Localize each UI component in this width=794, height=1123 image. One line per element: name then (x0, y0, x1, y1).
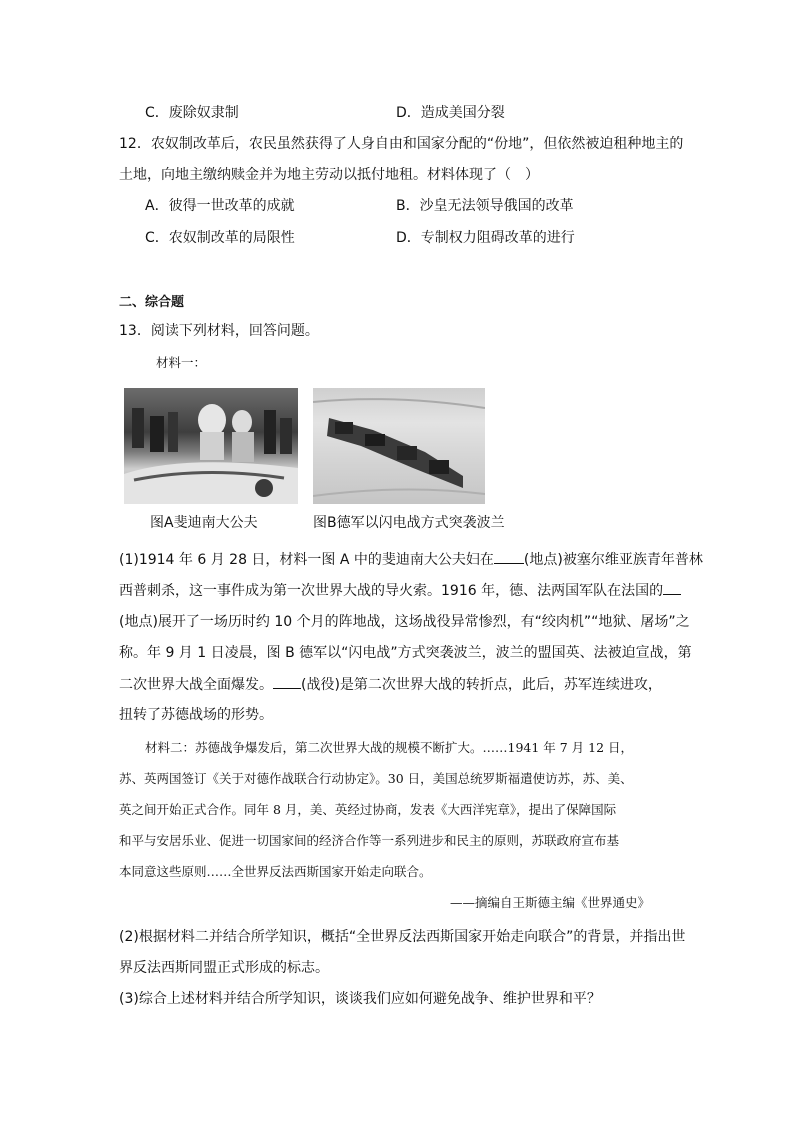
q12-option-c: C．农奴制改革的局限性 (145, 230, 295, 246)
q13-part1-line5-a: 二次世界大战全面爆发。 (119, 677, 273, 693)
q13-part1-line4: 称。年 9 月 1 日凌晨，图 B 德军以“闪电战”方式突袭波兰，波兰的盟国英、法被迫宣战，第 (119, 645, 692, 661)
q13-part2-line1: (2)根据材料二并结合所学知识，概括“全世界反法西斯国家开始走向联合”的背景，并指出世 (119, 929, 686, 945)
q12-option-a: A．彼得一世改革的成就 (145, 198, 295, 214)
q13-part1-line3: (地点)展开了一场历时约 10 个月的阵地战，这场战役异常惨烈，有“绞肉机”“地狱、屠场”之 (119, 614, 690, 630)
q12-stem-line1: 12．农奴制改革后，农民虽然获得了人身自由和国家分配的“份地”，但依然被迫租种地主的 (119, 136, 684, 152)
answer-blank-1[interactable] (494, 549, 524, 564)
material2-line1: 材料二：苏德战争爆发后，第二次世界大战的规模不断扩大。……1941 年 7 月 12 日， (145, 740, 634, 755)
caption-photo-b: 图B德军以闪电战方式突袭波兰 (313, 515, 505, 531)
q13-part1-line6: 扭转了苏德战场的形势。 (119, 707, 273, 723)
q13-part1-line1 (119, 549, 703, 570)
material2-line5: 本同意这些原则……全世界反法西斯国家开始走向联合。 (119, 864, 432, 879)
q13-part1-line1-a: (1)1914 年 6 月 28 日，材料一图 A 中的斐迪南大公夫妇在 (119, 552, 494, 568)
q13-part1-line5-b: (战役)是第二次世界大战的转折点，此后，苏军连续进攻， (301, 677, 662, 693)
q13-part1-line2-a: 西普刺杀，这一事件成为第一次世界大战的导火索。1916 年，德、法两国军队在法国的 (119, 583, 664, 599)
q12-stem-line2: 土地，向地主缴纳赎金并为地主劳动以抵付地租。材料体现了（ ） (119, 167, 539, 183)
photo-archduke-franz-ferdinand (124, 388, 298, 504)
q13-part3: (3)综合上述材料并结合所学知识，谈谈我们应如何避免战争、维护世界和平？ (119, 991, 601, 1007)
q13-part1-line1-b: (地点)被塞尔维亚族青年普林 (523, 552, 703, 568)
q12-option-b: B．沙皇无法领导俄国的改革 (396, 198, 574, 214)
answer-blank-2[interactable] (663, 580, 681, 595)
q13-part1-line2 (119, 580, 681, 601)
q12-option-d: D．专制权力阻碍改革的进行 (396, 230, 575, 246)
caption-photo-a: 图A斐迪南大公夫 (150, 515, 258, 531)
photo-german-blitzkrieg-poland (313, 388, 485, 504)
answer-blank-3[interactable] (273, 674, 301, 689)
material2-line3: 英之间开始正式合作。同年 8 月，美、英经过协商，发表《大西洋宪章》，提出了保障国际 (119, 802, 617, 817)
material2-source: ——摘编自王斯德主编《世界通史》 (450, 895, 651, 910)
material2-line2: 苏、英两国签订《关于对德作战联合行动协定》。30 日，美国总统罗斯福遣使访苏，苏、美、 (119, 771, 633, 786)
material1-label: 材料一： (156, 355, 207, 370)
q11-option-c: C．废除奴隶制 (145, 105, 239, 121)
q13-part1-line5 (119, 674, 662, 695)
q13-intro: 13．阅读下列材料，回答问题。 (119, 323, 319, 339)
q13-part2-line2: 界反法西斯同盟正式形成的标志。 (119, 960, 329, 976)
section-title: 二、综合题 (119, 295, 185, 310)
material2-line4: 和平与安居乐业、促进一切国家间的经济合作等一系列进步和民主的原则，苏联政府宣布基 (119, 833, 620, 848)
q11-option-d: D．造成美国分裂 (396, 105, 505, 121)
